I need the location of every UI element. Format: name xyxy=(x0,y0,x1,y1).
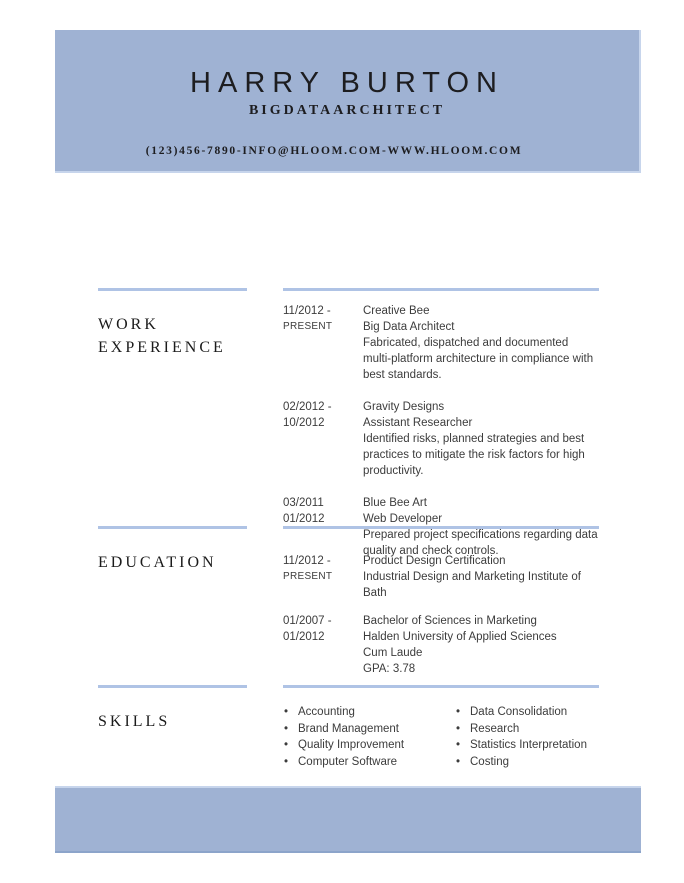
date-start: 11/2012 - xyxy=(283,305,331,317)
work-entry xyxy=(283,399,599,479)
company-name: Blue Bee Art xyxy=(363,497,427,509)
skill-item xyxy=(455,704,627,721)
bullet-icon: • xyxy=(284,722,289,735)
date-end: 10/2012 xyxy=(283,417,325,429)
footer-band xyxy=(55,786,641,853)
skill-label: Statistics Interpretation xyxy=(470,739,587,751)
bullet-icon: • xyxy=(456,706,461,718)
date-end: 01/2012 xyxy=(283,513,325,525)
header-band xyxy=(55,30,641,173)
date-start: 11/2012 - xyxy=(283,555,331,567)
bullet-icon: • xyxy=(284,706,289,718)
role-title: Big Data Architect xyxy=(363,321,455,333)
skill-label: Costing xyxy=(470,755,509,768)
skill-item xyxy=(455,754,627,771)
degree-name: Product Design Certification xyxy=(363,555,506,567)
skill-item xyxy=(283,721,455,738)
degree-name: Bachelor of Sciences in Marketing xyxy=(363,615,537,627)
education-entry-dates xyxy=(283,613,363,677)
company-name: Creative Bee xyxy=(363,305,430,317)
date-end: 01/2012 xyxy=(283,631,325,643)
company-name: Gravity Designs xyxy=(363,401,445,413)
work-entry xyxy=(283,303,599,383)
skill-item xyxy=(283,754,455,771)
skills-column-1 xyxy=(283,704,455,770)
work-entry-body xyxy=(363,303,599,383)
role-title: Assistant Researcher xyxy=(363,417,473,429)
date-start: 02/2012 - xyxy=(283,401,332,413)
skill-item xyxy=(455,737,627,754)
skills-column-2 xyxy=(455,704,627,770)
section-heading-skills: SKILLS xyxy=(98,713,171,730)
skill-label: Data Consolidation xyxy=(470,706,568,718)
skill-item xyxy=(283,704,455,721)
skill-item xyxy=(455,721,627,738)
section-heading-work: WORK EXPERIENCE xyxy=(98,316,226,356)
work-entry-dates xyxy=(283,399,363,479)
bullet-icon: • xyxy=(456,739,461,751)
work-entry-body xyxy=(363,399,599,479)
role-description: Identified risks, planned strategies and best practices to mitigate the risk factors for high productivity. xyxy=(363,433,585,477)
job-title: BIGDATAARCHITECT xyxy=(248,103,446,118)
contact-line: (123)456-7890-INFO@HLOOM.COM-WWW.HLOOM.COM xyxy=(145,145,523,157)
date-start: 03/2011 xyxy=(283,497,324,509)
education-entry-body xyxy=(363,553,599,601)
person-name: HARRY BURTON xyxy=(190,67,504,99)
honors: Cum Laude xyxy=(363,647,423,659)
role-title: Web Developer xyxy=(363,513,443,525)
bullet-icon: • xyxy=(284,755,289,768)
role-description: Prepared project specifications regarding data quality and check controls. xyxy=(363,529,598,557)
education-entry xyxy=(283,613,599,677)
institution-name: Industrial Design and Marketing Institute of Bath xyxy=(363,571,581,599)
skill-label: Computer Software xyxy=(298,755,398,768)
skill-label: Quality Improvement xyxy=(298,739,405,751)
section-skills xyxy=(98,685,599,770)
education-entry-body xyxy=(363,613,599,677)
date-start: 01/2007 - xyxy=(283,615,332,627)
date-end: PRESENT xyxy=(283,571,333,582)
role-description: Fabricated, dispatched and documented multi-platform architecture in compliance with best standards. xyxy=(363,337,594,381)
section-education xyxy=(98,526,599,689)
education-entry-dates xyxy=(283,553,363,601)
work-entry-dates xyxy=(283,303,363,383)
skill-item xyxy=(283,737,455,754)
section-heading-education: EDUCATION xyxy=(98,554,217,571)
skill-label: Accounting xyxy=(298,706,355,718)
skill-label: Research xyxy=(470,722,520,735)
bullet-icon: • xyxy=(284,739,289,751)
skill-label: Brand Management xyxy=(298,722,400,735)
skills-list xyxy=(283,704,627,770)
bullet-icon: • xyxy=(456,722,461,735)
bullet-icon: • xyxy=(456,755,461,768)
gpa: GPA: 3.78 xyxy=(363,663,416,675)
date-end: PRESENT xyxy=(283,321,333,332)
institution-name: Halden University of Applied Sciences xyxy=(363,631,557,643)
education-entry xyxy=(283,553,599,601)
